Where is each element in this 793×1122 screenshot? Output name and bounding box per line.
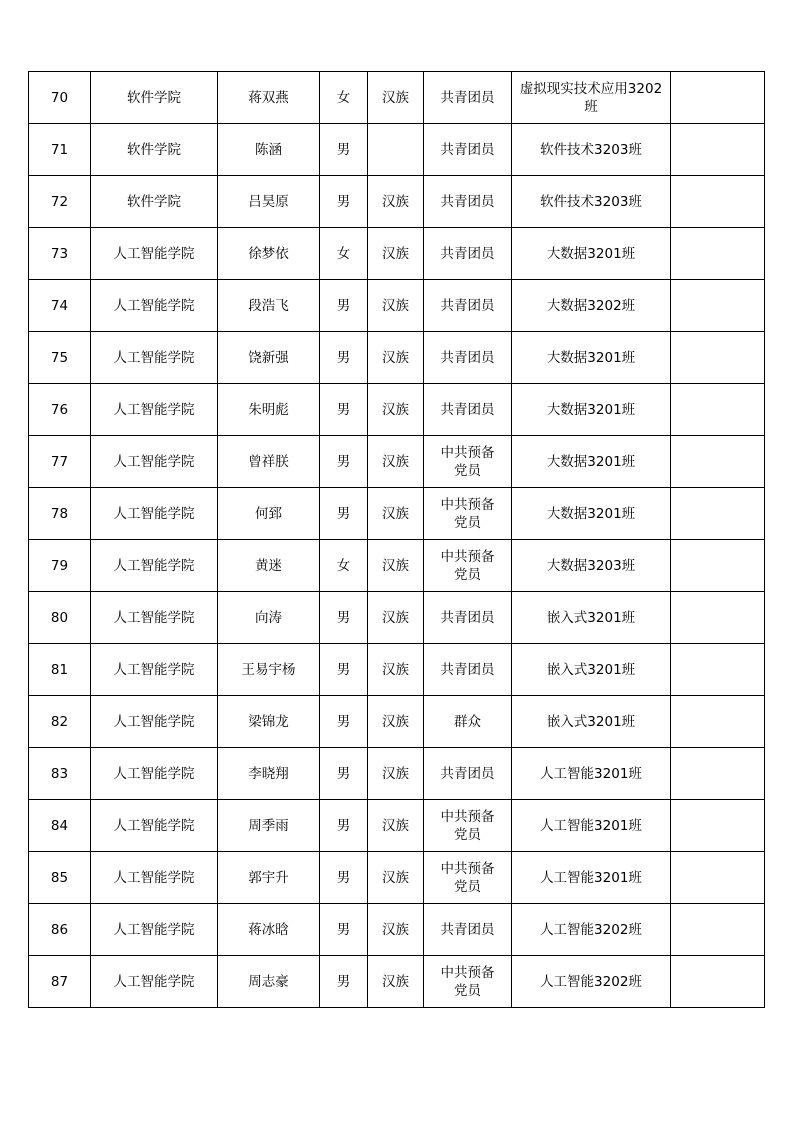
gender-cell: 男 [320, 488, 368, 540]
table-body [29, 72, 765, 1008]
student-name-cell: 曾祥朕 [218, 436, 320, 488]
class-cell: 大数据3203班 [512, 540, 671, 592]
gender-cell: 女 [320, 228, 368, 280]
ethnicity-cell: 汉族 [368, 800, 424, 852]
table-row [29, 280, 765, 332]
college-cell: 人工智能学院 [91, 540, 218, 592]
gender-cell: 男 [320, 124, 368, 176]
political-status-cell: 中共预备党员 [424, 540, 512, 592]
table-row [29, 904, 765, 956]
class-cell: 大数据3201班 [512, 436, 671, 488]
class-cell: 虚拟现实技术应用3202班 [512, 72, 671, 124]
student-name-cell: 李晓翔 [218, 748, 320, 800]
remarks-cell [671, 124, 765, 176]
class-cell: 大数据3202班 [512, 280, 671, 332]
political-status-cell: 共青团员 [424, 124, 512, 176]
table-row [29, 72, 765, 124]
class-cell: 人工智能3202班 [512, 904, 671, 956]
student-name-cell: 梁锦龙 [218, 696, 320, 748]
college-cell: 人工智能学院 [91, 644, 218, 696]
remarks-cell [671, 592, 765, 644]
political-status-cell: 共青团员 [424, 280, 512, 332]
gender-cell: 男 [320, 592, 368, 644]
row-number-cell: 80 [29, 592, 91, 644]
table-row [29, 436, 765, 488]
student-name-cell: 段浩飞 [218, 280, 320, 332]
remarks-cell [671, 280, 765, 332]
ethnicity-cell: 汉族 [368, 332, 424, 384]
political-status-cell: 共青团员 [424, 644, 512, 696]
ethnicity-cell: 汉族 [368, 72, 424, 124]
student-name-cell: 吕昊原 [218, 176, 320, 228]
class-cell: 嵌入式3201班 [512, 696, 671, 748]
ethnicity-cell: 汉族 [368, 644, 424, 696]
college-cell: 人工智能学院 [91, 228, 218, 280]
row-number-cell: 82 [29, 696, 91, 748]
class-cell: 人工智能3201班 [512, 800, 671, 852]
political-status-cell: 共青团员 [424, 176, 512, 228]
gender-cell: 男 [320, 956, 368, 1008]
political-status-cell: 共青团员 [424, 332, 512, 384]
ethnicity-cell: 汉族 [368, 592, 424, 644]
college-cell: 软件学院 [91, 72, 218, 124]
table-row [29, 644, 765, 696]
remarks-cell [671, 436, 765, 488]
college-cell: 软件学院 [91, 176, 218, 228]
political-status-cell: 共青团员 [424, 904, 512, 956]
remarks-cell [671, 696, 765, 748]
row-number-cell: 71 [29, 124, 91, 176]
remarks-cell [671, 332, 765, 384]
political-status-cell: 中共预备党员 [424, 436, 512, 488]
college-cell: 人工智能学院 [91, 488, 218, 540]
gender-cell: 男 [320, 384, 368, 436]
ethnicity-cell [368, 124, 424, 176]
table-row [29, 488, 765, 540]
ethnicity-cell: 汉族 [368, 696, 424, 748]
gender-cell: 男 [320, 332, 368, 384]
college-cell: 人工智能学院 [91, 384, 218, 436]
gender-cell: 女 [320, 540, 368, 592]
remarks-cell [671, 228, 765, 280]
student-name-cell: 王易宇杨 [218, 644, 320, 696]
political-status-cell: 共青团员 [424, 384, 512, 436]
class-cell: 大数据3201班 [512, 488, 671, 540]
ethnicity-cell: 汉族 [368, 176, 424, 228]
ethnicity-cell: 汉族 [368, 956, 424, 1008]
student-name-cell: 蒋冰晗 [218, 904, 320, 956]
student-name-cell: 朱明彪 [218, 384, 320, 436]
student-name-cell: 黄迷 [218, 540, 320, 592]
college-cell: 人工智能学院 [91, 852, 218, 904]
row-number-cell: 85 [29, 852, 91, 904]
college-cell: 软件学院 [91, 124, 218, 176]
table-row [29, 800, 765, 852]
gender-cell: 男 [320, 800, 368, 852]
student-name-cell: 蒋双燕 [218, 72, 320, 124]
political-status-cell: 共青团员 [424, 748, 512, 800]
college-cell: 人工智能学院 [91, 696, 218, 748]
class-cell: 软件技术3203班 [512, 124, 671, 176]
row-number-cell: 72 [29, 176, 91, 228]
class-cell: 人工智能3201班 [512, 748, 671, 800]
college-cell: 人工智能学院 [91, 748, 218, 800]
remarks-cell [671, 540, 765, 592]
student-name-cell: 周季雨 [218, 800, 320, 852]
row-number-cell: 86 [29, 904, 91, 956]
political-status-cell: 共青团员 [424, 592, 512, 644]
table-row [29, 540, 765, 592]
remarks-cell [671, 904, 765, 956]
class-cell: 大数据3201班 [512, 332, 671, 384]
gender-cell: 男 [320, 748, 368, 800]
row-number-cell: 79 [29, 540, 91, 592]
gender-cell: 男 [320, 176, 368, 228]
remarks-cell [671, 644, 765, 696]
remarks-cell [671, 800, 765, 852]
ethnicity-cell: 汉族 [368, 488, 424, 540]
college-cell: 人工智能学院 [91, 956, 218, 1008]
gender-cell: 男 [320, 852, 368, 904]
row-number-cell: 70 [29, 72, 91, 124]
ethnicity-cell: 汉族 [368, 436, 424, 488]
ethnicity-cell: 汉族 [368, 904, 424, 956]
class-cell: 软件技术3203班 [512, 176, 671, 228]
college-cell: 人工智能学院 [91, 332, 218, 384]
table-row [29, 384, 765, 436]
student-name-cell: 何郅 [218, 488, 320, 540]
student-name-cell: 向涛 [218, 592, 320, 644]
student-name-cell: 徐梦依 [218, 228, 320, 280]
row-number-cell: 81 [29, 644, 91, 696]
political-status-cell: 中共预备党员 [424, 956, 512, 1008]
row-number-cell: 87 [29, 956, 91, 1008]
table-row [29, 176, 765, 228]
class-cell: 人工智能3201班 [512, 852, 671, 904]
college-cell: 人工智能学院 [91, 800, 218, 852]
student-roster-table [28, 71, 765, 1008]
class-cell: 大数据3201班 [512, 228, 671, 280]
row-number-cell: 76 [29, 384, 91, 436]
remarks-cell [671, 72, 765, 124]
student-name-cell: 郭宇升 [218, 852, 320, 904]
remarks-cell [671, 748, 765, 800]
class-cell: 嵌入式3201班 [512, 592, 671, 644]
student-name-cell: 周志豪 [218, 956, 320, 1008]
row-number-cell: 74 [29, 280, 91, 332]
row-number-cell: 75 [29, 332, 91, 384]
student-name-cell: 饶新强 [218, 332, 320, 384]
class-cell: 嵌入式3201班 [512, 644, 671, 696]
remarks-cell [671, 488, 765, 540]
student-name-cell: 陈涵 [218, 124, 320, 176]
ethnicity-cell: 汉族 [368, 852, 424, 904]
gender-cell: 男 [320, 696, 368, 748]
table-row [29, 124, 765, 176]
gender-cell: 男 [320, 436, 368, 488]
class-cell: 人工智能3202班 [512, 956, 671, 1008]
table-row [29, 332, 765, 384]
gender-cell: 男 [320, 280, 368, 332]
ethnicity-cell: 汉族 [368, 540, 424, 592]
remarks-cell [671, 384, 765, 436]
row-number-cell: 83 [29, 748, 91, 800]
political-status-cell: 中共预备党员 [424, 852, 512, 904]
class-cell: 大数据3201班 [512, 384, 671, 436]
remarks-cell [671, 176, 765, 228]
political-status-cell: 共青团员 [424, 228, 512, 280]
political-status-cell: 中共预备党员 [424, 800, 512, 852]
ethnicity-cell: 汉族 [368, 280, 424, 332]
gender-cell: 男 [320, 904, 368, 956]
table-row [29, 852, 765, 904]
row-number-cell: 84 [29, 800, 91, 852]
table-row [29, 696, 765, 748]
remarks-cell [671, 956, 765, 1008]
table-row [29, 748, 765, 800]
table-row [29, 228, 765, 280]
row-number-cell: 77 [29, 436, 91, 488]
gender-cell: 男 [320, 644, 368, 696]
college-cell: 人工智能学院 [91, 436, 218, 488]
table-row [29, 592, 765, 644]
gender-cell: 女 [320, 72, 368, 124]
ethnicity-cell: 汉族 [368, 384, 424, 436]
remarks-cell [671, 852, 765, 904]
college-cell: 人工智能学院 [91, 592, 218, 644]
ethnicity-cell: 汉族 [368, 228, 424, 280]
row-number-cell: 78 [29, 488, 91, 540]
row-number-cell: 73 [29, 228, 91, 280]
political-status-cell: 群众 [424, 696, 512, 748]
political-status-cell: 共青团员 [424, 72, 512, 124]
college-cell: 人工智能学院 [91, 904, 218, 956]
political-status-cell: 中共预备党员 [424, 488, 512, 540]
table-row [29, 956, 765, 1008]
college-cell: 人工智能学院 [91, 280, 218, 332]
ethnicity-cell: 汉族 [368, 748, 424, 800]
